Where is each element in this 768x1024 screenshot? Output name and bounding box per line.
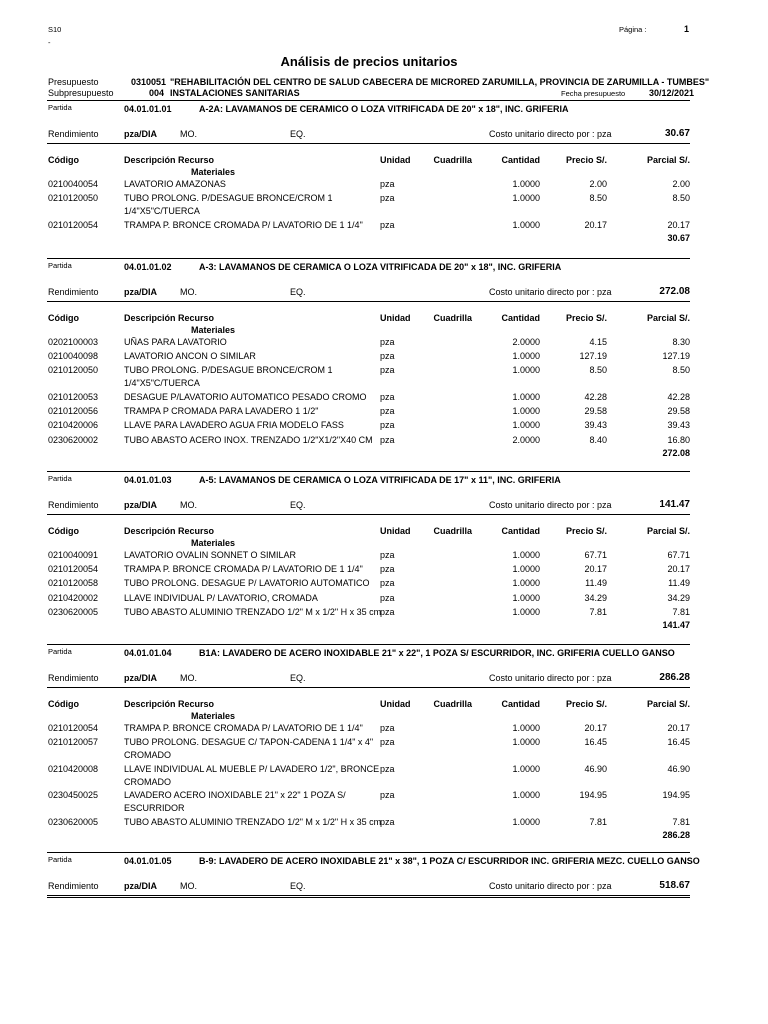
row-parcial: 16.45 <box>667 737 690 748</box>
col-precio: Precio S/. <box>565 155 607 165</box>
row-parcial: 20.17 <box>667 564 690 575</box>
row-desc-cont: ESCURRIDOR <box>124 803 185 814</box>
partida-code: 04.01.01.04 <box>124 648 172 658</box>
row-parcial: 7.81 <box>672 606 690 617</box>
row-cantidad: 1.0000 <box>512 790 540 801</box>
row-cantidad: 1.0000 <box>512 564 540 575</box>
row-unidad: pza <box>380 391 395 402</box>
row-precio: 7.81 <box>589 816 607 827</box>
row-codigo: 0210120056 <box>48 406 99 417</box>
partida-code: 04.01.01.05 <box>124 856 172 866</box>
rendimiento-unit: pza/DIA <box>124 287 158 297</box>
partida-code: 04.01.01.02 <box>124 262 172 272</box>
col-cantidad: Cantidad <box>501 699 540 709</box>
row-cantidad: 1.0000 <box>512 816 540 827</box>
fecha-value: 30/12/2021 <box>649 88 695 98</box>
subpresupuesto-label: Subpresupuesto <box>48 88 114 98</box>
col-descripcion: Descripción Recurso <box>124 526 215 536</box>
presupuesto-label: Presupuesto <box>48 77 99 87</box>
row-precio: 20.17 <box>584 564 607 575</box>
row-cantidad: 2.0000 <box>512 337 540 347</box>
subpresupuesto-code: 004 <box>149 88 165 98</box>
row-desc: TRAMPA P. BRONCE CROMADA P/ LAVATORIO DE 1 1/4" <box>124 219 363 230</box>
row-desc: TRAMPA P CROMADA PARA LAVADERO 1 1/2" <box>124 406 319 417</box>
row-unidad: pza <box>380 550 395 560</box>
row-unidad: pza <box>380 737 395 748</box>
row-desc: LLAVE INDIVIDUAL AL MUEBLE P/ LAVADERO 1/2", BRONCE <box>124 763 380 774</box>
rendimiento-rule <box>47 301 690 302</box>
costo-label: Costo unitario directo por : pza <box>489 129 612 139</box>
row-unidad: pza <box>380 351 395 362</box>
partida-name: A-5: LAVAMANOS DE CERAMICA O LOZA VITRIFICADA DE 17" x 11", INC. GRIFERIA <box>199 475 561 485</box>
row-parcial: 46.90 <box>667 763 690 774</box>
row-precio: 46.90 <box>584 763 607 774</box>
row-parcial: 194.95 <box>662 790 690 801</box>
row-unidad: pza <box>380 578 395 589</box>
partida-label: Partida <box>48 647 72 656</box>
row-unidad: pza <box>380 365 395 376</box>
costo-label: Costo unitario directo por : pza <box>489 673 612 683</box>
partida-top-rule <box>47 852 690 853</box>
row-unidad: pza <box>380 406 395 417</box>
row-desc: TRAMPA P. BRONCE CROMADA P/ LAVATORIO DE 1 1/4" <box>124 723 363 733</box>
row-desc: LAVATORIO ANCON O SIMILAR <box>124 351 256 362</box>
col-cantidad: Cantidad <box>501 155 540 165</box>
rendimiento-label: Rendimiento <box>48 673 99 683</box>
row-cantidad: 1.0000 <box>512 420 540 431</box>
col-precio: Precio S/. <box>565 313 607 323</box>
row-unidad: pza <box>380 420 395 431</box>
rendimiento-label: Rendimiento <box>48 129 99 139</box>
col-parcial: Parcial S/. <box>646 699 690 709</box>
rendimiento-unit: pza/DIA <box>124 673 158 683</box>
row-parcial: 42.28 <box>667 391 690 402</box>
mo-label: MO. <box>180 129 197 139</box>
col-descripcion: Descripción Recurso <box>124 699 215 709</box>
row-parcial: 2.00 <box>672 179 690 189</box>
col-precio: Precio S/. <box>565 699 607 709</box>
presupuesto-code: 0310051 <box>131 77 167 87</box>
row-parcial: 8.50 <box>672 193 690 204</box>
row-unidad: pza <box>380 723 395 733</box>
col-parcial: Parcial S/. <box>646 155 690 165</box>
row-cantidad: 1.0000 <box>512 179 540 189</box>
row-unidad: pza <box>380 606 395 617</box>
row-parcial: 16.80 <box>667 434 690 445</box>
row-precio: 20.17 <box>584 219 607 230</box>
costo-value: 272.08 <box>659 286 690 297</box>
costo-value: 286.28 <box>659 672 690 683</box>
col-codigo: Código <box>48 155 79 165</box>
mo-label: MO. <box>180 287 197 297</box>
row-precio: 11.49 <box>585 578 607 589</box>
rendimiento-rule <box>47 143 690 144</box>
row-precio: 127.19 <box>579 351 607 362</box>
row-codigo: 0210120054 <box>48 723 99 733</box>
row-parcial: 34.29 <box>667 592 690 603</box>
col-cuadrilla: Cuadrilla <box>433 155 472 165</box>
row-codigo: 0230620005 <box>48 816 99 827</box>
report-code: S10 <box>48 25 62 34</box>
costo-label: Costo unitario directo por : pza <box>489 287 612 297</box>
row-desc: TUBO PROLONG. P/DESAGUE BRONCE/CROM 1 <box>124 193 333 204</box>
col-parcial: Parcial S/. <box>646 526 690 536</box>
row-desc-cont: 1/4"X5"C/TUERCA <box>124 206 200 217</box>
row-unidad: pza <box>380 790 395 801</box>
partida-label: Partida <box>48 261 72 270</box>
row-precio: 8.40 <box>589 434 607 445</box>
row-cantidad: 2.0000 <box>512 434 540 445</box>
costo-value: 30.67 <box>664 128 690 139</box>
partida-top-rule <box>47 258 690 259</box>
row-codigo: 0230450025 <box>48 790 99 801</box>
row-unidad: pza <box>380 763 395 774</box>
col-cuadrilla: Cuadrilla <box>433 526 472 536</box>
row-desc: LLAVE PARA LAVADERO AGUA FRIA MODELO FASS <box>124 420 344 431</box>
col-descripcion: Descripción Recurso <box>124 155 215 165</box>
row-codigo: 0202100003 <box>48 337 99 347</box>
row-parcial: 7.81 <box>672 816 690 827</box>
row-precio: 7.81 <box>589 606 607 617</box>
row-precio: 29.58 <box>584 406 607 417</box>
row-desc: UÑAS PARA LAVATORIO <box>124 337 227 347</box>
eq-label: EQ. <box>290 500 306 510</box>
row-precio: 42.28 <box>584 391 607 402</box>
col-cantidad: Cantidad <box>501 526 540 536</box>
row-desc: TUBO ABASTO ALUMINIO TRENZADO 1/2" M x 1/2" H x 35 cm <box>124 816 382 827</box>
row-cantidad: 1.0000 <box>512 763 540 774</box>
rendimiento-unit: pza/DIA <box>124 129 158 139</box>
col-codigo: Código <box>48 313 79 323</box>
row-desc: LLAVE INDIVIDUAL P/ LAVATORIO, CROMADA <box>124 592 318 603</box>
rendimiento-rule <box>47 895 690 896</box>
row-desc: TRAMPA P. BRONCE CROMADA P/ LAVATORIO DE 1 1/4" <box>124 564 363 575</box>
row-precio: 4.15 <box>589 337 607 347</box>
bottom-rule <box>47 897 690 898</box>
col-codigo: Código <box>48 699 79 709</box>
mo-label: MO. <box>180 673 197 683</box>
row-codigo: 0210120057 <box>48 737 99 748</box>
row-desc: TUBO PROLONG. DESAGUE C/ TAPON-CADENA 1 1/4" x 4" <box>124 737 374 748</box>
col-unidad: Unidad <box>380 526 411 536</box>
row-codigo: 0210040054 <box>48 179 99 189</box>
rendimiento-unit: pza/DIA <box>124 881 158 891</box>
row-precio: 2.00 <box>589 179 607 189</box>
row-codigo: 0210120050 <box>48 365 99 376</box>
row-codigo: 0210120053 <box>48 391 99 402</box>
col-parcial: Parcial S/. <box>646 313 690 323</box>
row-desc-cont: 1/4"X5"C/TUERCA <box>124 378 200 389</box>
row-codigo: 0210420008 <box>48 763 99 774</box>
row-codigo: 0210120050 <box>48 193 99 204</box>
eq-label: EQ. <box>290 673 306 683</box>
row-parcial: 11.49 <box>668 578 690 589</box>
row-cantidad: 1.0000 <box>512 193 540 204</box>
row-cantidad: 1.0000 <box>512 606 540 617</box>
row-precio: 67.71 <box>584 550 607 560</box>
row-parcial: 29.58 <box>667 406 690 417</box>
row-codigo: 0210040098 <box>48 351 99 362</box>
row-precio: 194.95 <box>579 790 607 801</box>
row-cantidad: 1.0000 <box>512 406 540 417</box>
partida-top-rule <box>47 471 690 472</box>
row-parcial: 127.19 <box>662 351 690 362</box>
row-cantidad: 1.0000 <box>512 219 540 230</box>
materiales-label: Materiales <box>191 325 236 335</box>
row-precio: 39.43 <box>584 420 607 431</box>
row-codigo: 0210120058 <box>48 578 99 589</box>
row-codigo: 0210420002 <box>48 592 99 603</box>
page-label: Página : <box>619 25 647 34</box>
rendimiento-rule <box>47 687 690 688</box>
rendimiento-rule <box>47 514 690 515</box>
row-cantidad: 1.0000 <box>512 351 540 362</box>
rendimiento-label: Rendimiento <box>48 881 99 891</box>
costo-label: Costo unitario directo por : pza <box>489 500 612 510</box>
rendimiento-label: Rendimiento <box>48 287 99 297</box>
row-parcial: 67.71 <box>667 550 690 560</box>
row-unidad: pza <box>380 193 395 204</box>
row-unidad: pza <box>380 592 395 603</box>
row-desc: TUBO ABASTO ACERO INOX. TRENZADO 1/2"X1/2"X40 CM <box>124 434 373 445</box>
row-parcial: 20.17 <box>667 723 690 733</box>
partida-total: 286.28 <box>662 829 690 840</box>
row-unidad: pza <box>380 434 395 445</box>
row-precio: 8.50 <box>589 193 607 204</box>
row-desc: LAVATORIO AMAZONAS <box>124 179 226 189</box>
row-desc: TUBO ABASTO ALUMINIO TRENZADO 1/2" M x 1/2" H x 35 cm <box>124 606 382 617</box>
partida-top-rule <box>47 100 690 101</box>
row-codigo: 0210120054 <box>48 564 99 575</box>
eq-label: EQ. <box>290 881 306 891</box>
row-desc: TUBO PROLONG. DESAGUE P/ LAVATORIO AUTOMATICO <box>124 578 370 589</box>
row-parcial: 8.30 <box>672 337 690 347</box>
row-cantidad: 1.0000 <box>512 550 540 560</box>
partida-name: A-2A: LAVAMANOS DE CERAMICO O LOZA VITRIFICADA DE 20" x 18", INC. GRIFERIA <box>199 104 569 114</box>
row-cantidad: 1.0000 <box>512 578 540 589</box>
page-title: Análisis de precios unitarios <box>280 54 458 69</box>
eq-label: EQ. <box>290 129 306 139</box>
costo-label: Costo unitario directo por : pza <box>489 881 612 891</box>
row-desc: LAVADERO ACERO INOXIDABLE 21" x 22" 1 POZA S/ <box>124 790 346 801</box>
col-unidad: Unidad <box>380 313 411 323</box>
partida-total: 272.08 <box>662 447 690 458</box>
row-codigo: 0230620005 <box>48 606 99 617</box>
partida-name: A-3: LAVAMANOS DE CERAMICA O LOZA VITRIFICADA DE 20" x 18", INC. GRIFERIA <box>199 262 562 272</box>
col-cantidad: Cantidad <box>501 313 540 323</box>
col-descripcion: Descripción Recurso <box>124 313 215 323</box>
row-desc-cont: CROMADO <box>124 750 171 761</box>
row-precio: 16.45 <box>584 737 607 748</box>
row-unidad: pza <box>380 337 395 347</box>
fecha-label: Fecha presupuesto <box>561 89 626 98</box>
partida-total: 30.67 <box>667 232 690 243</box>
row-unidad: pza <box>380 816 395 827</box>
row-parcial: 20.17 <box>667 219 690 230</box>
page-number: 1 <box>684 24 690 34</box>
partida-top-rule <box>47 644 690 645</box>
row-unidad: pza <box>380 179 395 189</box>
col-precio: Precio S/. <box>565 526 607 536</box>
row-desc-cont: CROMADO <box>124 776 171 787</box>
partida-name: B1A: LAVADERO DE ACERO INOXIDABLE 21" x 22", 1 POZA S/ ESCURRIDOR, INC. GRIFERIA CUELLO GANSO <box>199 648 675 658</box>
col-codigo: Código <box>48 526 79 536</box>
partida-label: Partida <box>48 855 72 864</box>
rendimiento-unit: pza/DIA <box>124 500 158 510</box>
row-precio: 20.17 <box>584 723 607 733</box>
partida-name: B-9: LAVADERO DE ACERO INOXIDABLE 21" x 38", 1 POZA C/ ESCURRIDOR INC. GRIFERIA MEZC. CUELLO GANSO <box>199 856 700 866</box>
subpresupuesto-name: INSTALACIONES SANITARIAS <box>170 88 300 98</box>
row-precio: 8.50 <box>589 365 607 376</box>
materiales-label: Materiales <box>191 167 236 177</box>
col-unidad: Unidad <box>380 699 411 709</box>
rendimiento-label: Rendimiento <box>48 500 99 510</box>
presupuesto-name: "REHABILITACIÓN DEL CENTRO DE SALUD CABECERA DE MICRORED ZARUMILLA, PROVINCIA DE ZARUMILLA - TUMBES" <box>170 77 710 87</box>
col-unidad: Unidad <box>380 155 411 165</box>
partida-code: 04.01.01.01 <box>124 104 172 114</box>
row-cantidad: 1.0000 <box>512 737 540 748</box>
partida-total: 141.47 <box>662 620 690 630</box>
partida-code: 04.01.01.03 <box>124 475 172 485</box>
row-cantidad: 1.0000 <box>512 391 540 402</box>
col-cuadrilla: Cuadrilla <box>433 313 472 323</box>
materiales-label: Materiales <box>191 711 236 721</box>
eq-label: EQ. <box>290 287 306 297</box>
costo-value: 141.47 <box>659 499 690 510</box>
partida-label: Partida <box>48 474 72 483</box>
row-desc: TUBO PROLONG. P/DESAGUE BRONCE/CROM 1 <box>124 365 333 376</box>
partida-label: Partida <box>48 103 72 112</box>
costo-value: 518.67 <box>659 880 690 891</box>
row-codigo: 0230620002 <box>48 434 99 445</box>
row-parcial: 39.43 <box>667 420 690 431</box>
mo-label: MO. <box>180 500 197 510</box>
mo-label: MO. <box>180 881 197 891</box>
col-cuadrilla: Cuadrilla <box>433 699 472 709</box>
row-desc: DESAGUE P/LAVATORIO AUTOMATICO PESADO CROMO <box>124 391 367 402</box>
row-codigo: 0210420006 <box>48 420 99 431</box>
row-unidad: pza <box>380 564 395 575</box>
row-cantidad: 1.0000 <box>512 723 540 733</box>
row-unidad: pza <box>380 219 395 230</box>
row-desc: LAVATORIO OVALIN SONNET O SIMILAR <box>124 550 297 560</box>
materiales-label: Materiales <box>191 538 236 548</box>
row-parcial: 8.50 <box>672 365 690 376</box>
row-codigo: 0210120054 <box>48 219 99 230</box>
row-codigo: 0210040091 <box>48 550 99 560</box>
row-cantidad: 1.0000 <box>512 365 540 376</box>
report-dash: - <box>48 38 51 47</box>
row-precio: 34.29 <box>584 592 607 603</box>
row-cantidad: 1.0000 <box>512 592 540 603</box>
